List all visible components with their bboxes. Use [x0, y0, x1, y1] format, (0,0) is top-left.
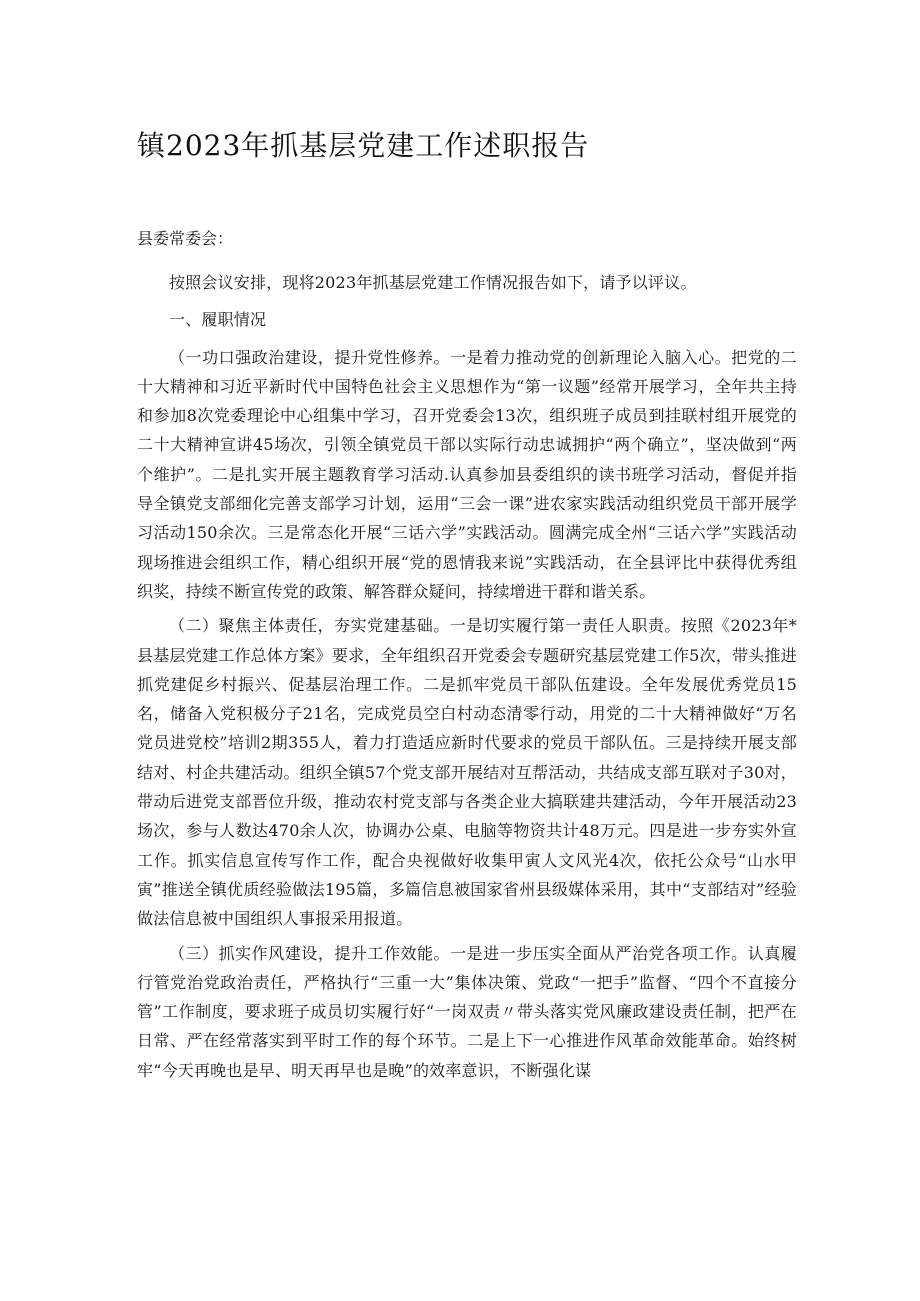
document-body	[137, 222, 797, 1090]
section-heading: 一、履职情况	[169, 310, 267, 330]
document-title: 镇2023年抓基层党建工作述职报告	[137, 129, 590, 162]
paragraph-party-foundation: （二）聚焦主体责任，夯实党建基础。一是切实履行第一责任人职责。按照《2023年*县基层党建工作总体方案》要求，全年组织召开党委会专题研究基层党建工作5次，带头推进抓党建促乡村振兴、促基层治理工作。二是抓牢党员干部队伍建设。全年发展优秀党员15名，储备入党积极分子21名，完成党员空白村动态清零行动，用党的二十大精神做好“万名党员进党校”培训2期355人，着力打造适应新时代要求的党员干部队伍。三是持续开展支部结对、村企共建活动。组织全镇57个党支部开展结对互帮活动，共结成支部互联对子30对，带动后进党支部晋位升级，推动农村党支部与各类企业大搞联建共建活动，今年开展活动23场次，参与人数达470余人次，协调办公桌、电脑等物资共计48万元。四是进一步夯实外宣工作。抓实信息宣传写作工作，配合央视做好收集甲寅人文风光4次，依托公众号“山水甲寅”推送全镇优质经验做法195篇，多篇信息被国家省州县级媒体采用，其中“支部结对”经验做法信息被中国组织人事报采用报道。	[137, 616, 797, 929]
paragraph-work-style: （三）抓实作风建设，提升工作效能。一是进一步压实全面从严治党各项工作。认真履行管党治党政治责任，严格执行“三重一大”集体决策、党政“一把手”监督、“四个不直接分管”工作制度，要求班子成员切实履行好“一岗双责〃带头落实党风廉政建设责任制，把严在日常、严在经常落实到平时工作的每个环节。二是上下一心推进作风革命效能革命。始终树牢“今天再晚也是早、明天再早也是晚”的效率意识，不断强化谋	[137, 943, 797, 1080]
intro-paragraph: 按照会议安排，现将2023年抓基层党建工作情况报告如下，请予以评议。	[169, 273, 697, 292]
salutation: 县委常委会：	[137, 229, 234, 248]
paragraph-political-building: （一功口强政治建设，提升党性修养。一是着力推动党的创新理论入脑入心。把党的二十大精神和习近平新时代中国特色社会主义思想作为“第一议题”经常开展学习，全年共主持和参加8次党委理论中心组集中学习，召开党委会13次，组织班子成员到挂联村组开展党的二十大精神宣讲45场次，引领全镇党员干部以实际行动忠诚拥护“两个确立”，坚决做到“两个维护”。二是扎实开展主题教育学习活动.认真参加县委组织的读书班学习活动，督促并指导全镇党支部细化完善支部学习计划，运用“三会一课”进农家实践活动组织党员干部开展学习活动150余次。三是常态化开展“三话六学”实践活动。圆满完成全州“三话六学”实践活动现场推进会组织工作，精心组织开展“党的恩情我来说”实践活动，在全县评比中获得优秀组织奖，持续不断宣传党的政策、解答群众疑问，持续增进干群和谐关系。	[137, 347, 797, 601]
